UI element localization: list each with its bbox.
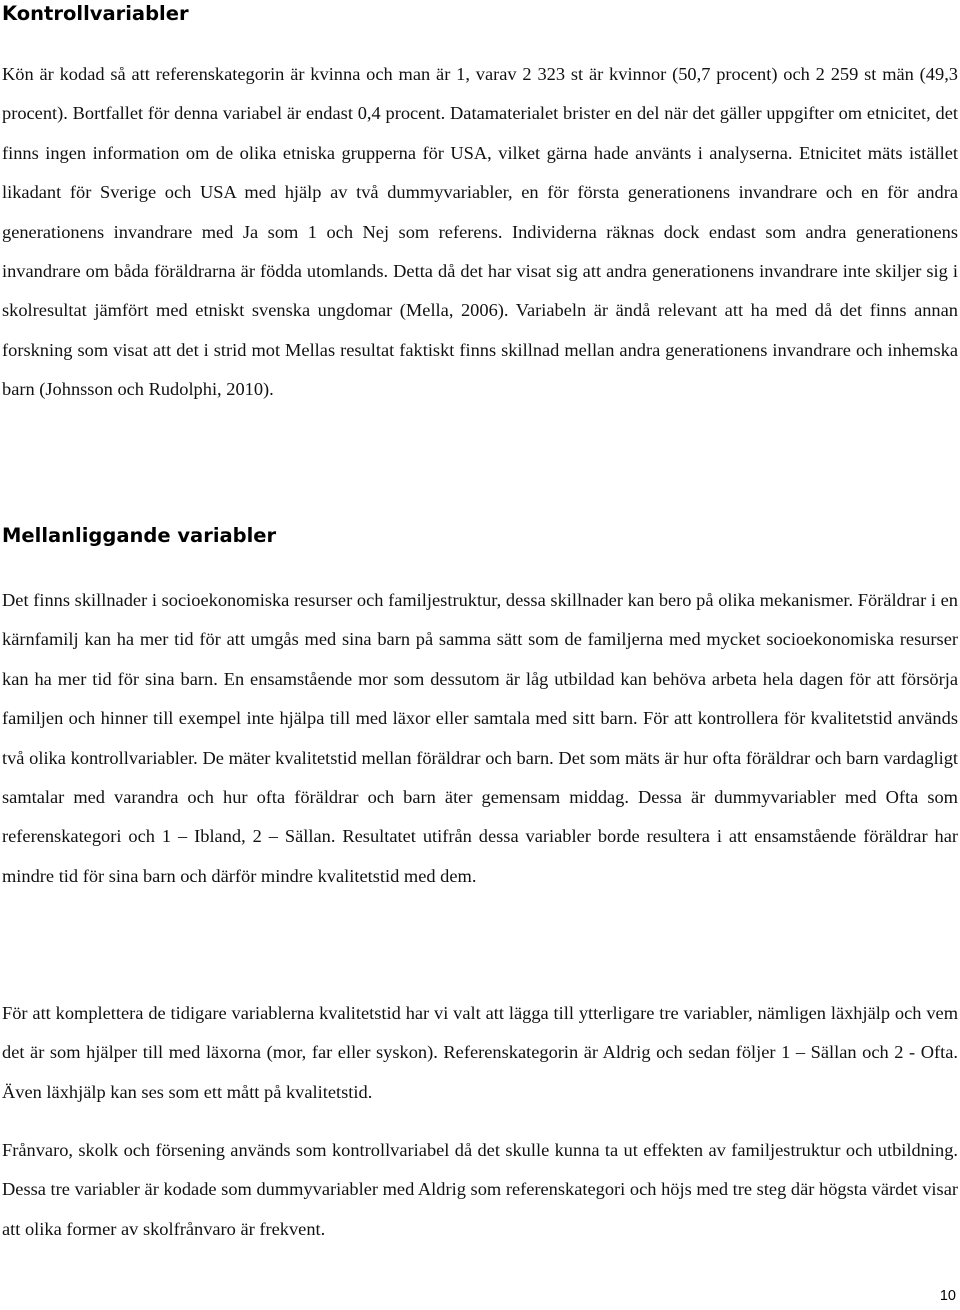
paragraph-kontrollvariabler: Kön är kodad så att referenskategorin är kvinna och man är 1, varav 2 323 st är kvinnor (50,7 procent) och 2 259 st män (49,3 procent). Bortfallet för denna variabel är endast 0,4 procent. Datamaterialet brister en del när det gäller uppgifter om etnicitet, det finns ingen information om de olika etniska grupperna för USA, vilket gärna hade använts i analyserna. Etnicitet mäts istället likadant för Sverige och USA med hjälp av två dummyvariabler, en för första generationens invandrare och en för andra generationens invandrare med Ja som 1 och Nej som referens. Individerna räknas dock endast som andra generationens invandrare om båda föräldrarna är födda utomlands. Detta då det har visat sig att andra generationens invandrare inte skiljer sig i skolresultat jämfört med etniskt svenska ungdomar (Mella, 2006). Variabeln är ändå relevant att ha med då det finns annan forskning som visat att det i strid mot Mellas resultat faktiskt finns skillnad mellan andra generationens invandrare och inhemska barn (Johnsson och Rudolphi, 2010).: [2, 64, 958, 400]
section-heading-mellanliggande: Mellanliggande variabler: [2, 524, 277, 547]
page-number: 10: [939, 1288, 956, 1304]
paragraph-mellanliggande-1: Det finns skillnader i socioekonomiska resurser och familjestruktur, dessa skillnader kan bero på olika mekanismer. Föräldrar i en kärnfamilj kan ha mer tid för att umgås med sina barn på samma sätt som de familjerna med mycket socioekonomiska resurser kan ha mer tid för sina barn. En ensamstående mor som dessutom är låg utbildad kan behöva arbeta hela dagen för att försörja familjen och hinner till exempel inte hjälpa till med läxor eller samtala med sitt barn. För att kontrollera för kvalitetstid används två olika kontrollvariabler. De mäter kvalitetstid mellan föräldrar och barn. Det som mäts är hur ofta föräldrar och barn vardagligt samtalar med varandra och hur ofta föräldrar och barn äter gemensam middag. Dessa är dummyvariabler med Ofta som referenskategori och 1 – Ibland, 2 – Sällan. Resultatet utifrån dessa variabler borde resultera i att ensamstående föräldrar har mindre tid för sina barn och därför mindre kvalitetstid med dem.: [2, 590, 958, 886]
section-heading-kontrollvariabler: Kontrollvariabler: [2, 2, 189, 25]
paragraph-mellanliggande-2: För att komplettera de tidigare variablerna kvalitetstid har vi valt att lägga till ytterligare tre variabler, nämligen läxhjälp och vem det är som hjälper till med läxorna (mor, far eller syskon). Referenskategorin är Aldrig och sedan följer 1 – Sällan och 2 - Ofta. Även läxhjälp kan ses som ett mått på kvalitetstid.: [2, 1003, 958, 1102]
paragraph-mellanliggande-3: Frånvaro, skolk och försening används som kontrollvariabel då det skulle kunna ta ut effekten av familjestruktur och utbildning. Dessa tre variabler är kodade som dummyvariabler med Aldrig som referenskategori och höjs med tre steg där högsta värdet visar att olika former av skolfrånvaro är frekvent.: [2, 1140, 958, 1239]
